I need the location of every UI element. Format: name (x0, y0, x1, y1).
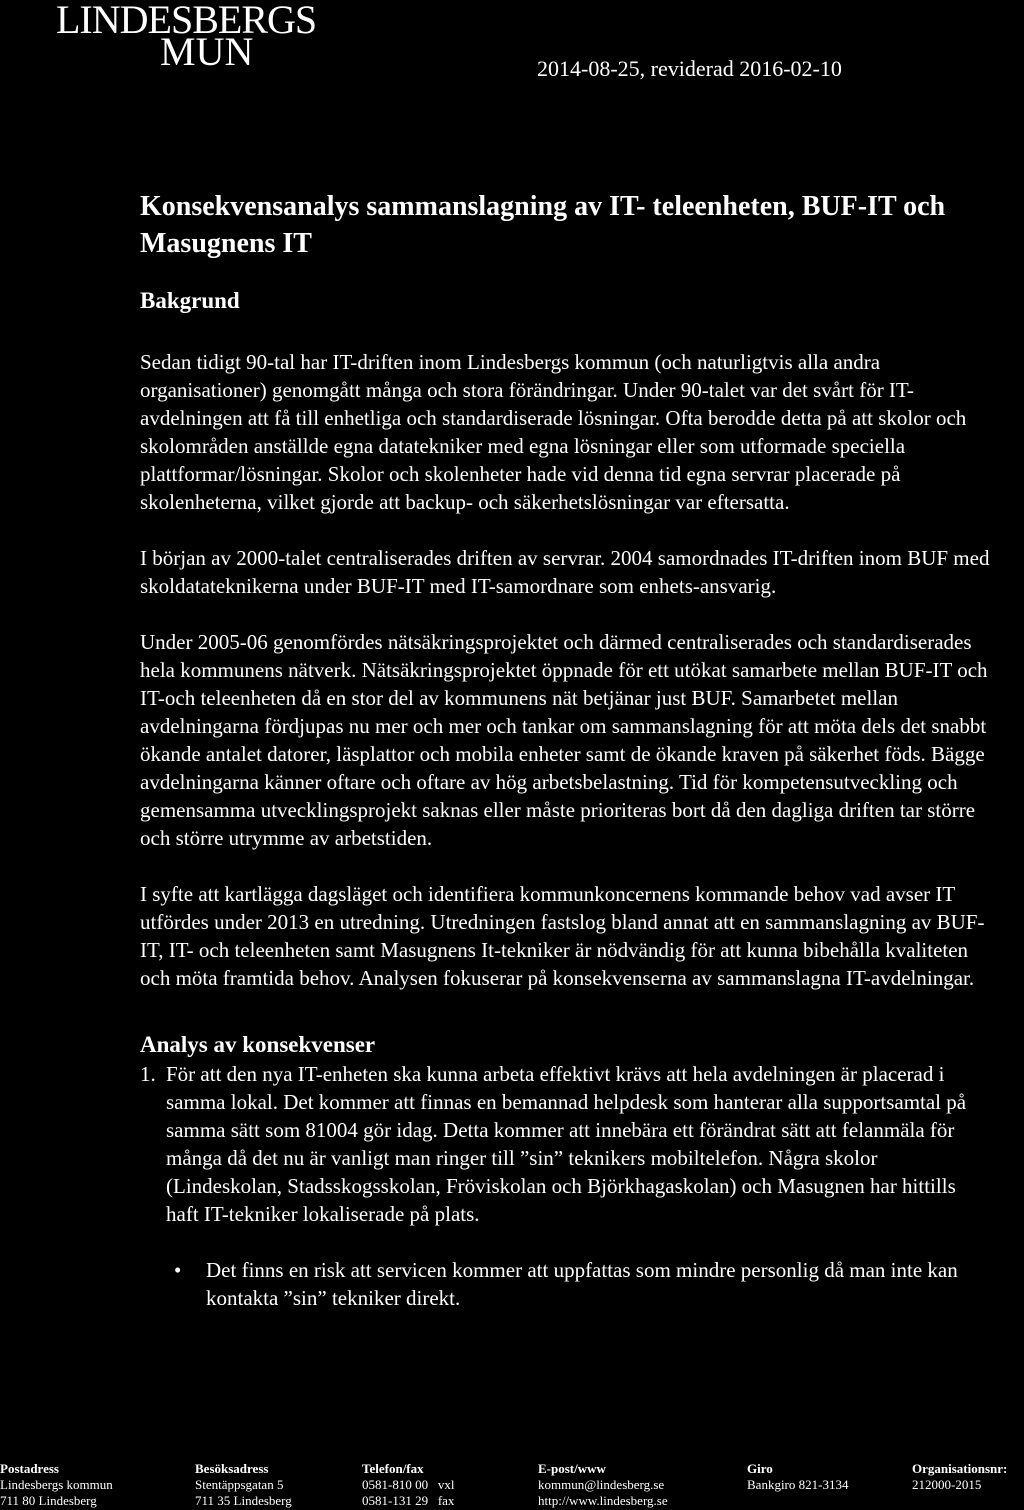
bullet-item (140, 1256, 990, 1312)
document-date: 2014-08-25, reviderad 2016-02-10 (537, 56, 842, 81)
paragraph: I början av 2000-talet centraliserades driften av servrar. 2004 samordnades IT-driften inom BUF med skoldatateknikerna under BUF-IT med IT-samordnare som enhets-ansvarig. (140, 546, 990, 598)
paragraph: Under 2005-06 genomfördes nätsäkringsprojektet och därmed centraliserades och standardiserades hela kommunens nätverk. Nätsäkringsprojektet öppnade för ett utökat samarbete mellan BUF-IT och IT-och teleenheten då en stor del av kommunens nät betjänar just BUF. Samarbetet mellan avdelningarna fördjupas nu mer och mer och tankar om sammanslagning för att möta dels det snabbt ökande antalet datorer, läsplattor och mobila enheter samt de ökande kraven på säkerhet föds. Bägge avdelningarna känner oftare och oftare av hög arbetsbelastning. Tid för kompetensutveckling och gemensamma utvecklingsprojekt saknas eller måste prioriteras bort då den dagliga driften tar större och större utrymme av arbetstiden. (140, 630, 988, 850)
footer-line: 212000-2015 (912, 1477, 982, 1492)
list-item-text: För att den nya IT-enheten ska kunna arbeta effektivt krävs att hela avdelningen är placerad i samma lokal. Det kommer att finnas en bemannad helpdesk som hanterar alla supportsamtal på samma sätt som 81004 gör idag. Detta kommer att innebära ett förändrat sätt att felanmäla för många då det nu är vanligt man ringer till ”sin” teknikers mobiltelefon. Några skolor (Lindeskolan, Stadsskogsskolan, Fröviskolan och Björkhagaskolan) och Masugnen har hittills haft IT-tekniker lokaliserade på plats. (166, 1062, 967, 1226)
footer-line: 711 35 Lindesberg (195, 1493, 292, 1508)
bullet-text: Det finns en risk att servicen kommer att uppfattas som mindre personlig då man inte kan kontakta ”sin” tekniker direkt. (206, 1258, 958, 1310)
footer-epost (538, 1461, 668, 1509)
numbered-list (140, 1060, 990, 1228)
paragraph: Sedan tidigt 90-tal har IT-driften inom Lindesbergs kommun (och naturligtvis alla andra organisationer) genomgått många och stora förändringar. Under 90-talet var det svårt för IT-avdelningen att få till enhetliga och standardiserade lösningar. Ofta berodde detta på att skolor och skolområden anställde egna datatekniker med egna lösningar eller som utformade speciella plattformar/lösningar. Skolor och skolenheter hade vid denna tid egna servrar placerade på skolenheterna, vilket gjorde att backup- och säkerhetslösningar var eftersatta. (140, 350, 967, 514)
logo-line1: LINDESBERGS (56, 0, 317, 42)
footer-heading: Telefon/fax (362, 1461, 424, 1476)
footer-line: Bankgiro 821-3134 (747, 1477, 849, 1492)
footer-heading: Organisationsnr: (912, 1461, 1008, 1476)
page-footer (0, 1461, 1024, 1510)
footer-line: 711 80 Lindesberg (0, 1493, 97, 1508)
footer-besoksadress (195, 1461, 292, 1509)
footer-line: Lindesbergs kommun (0, 1477, 113, 1492)
footer-heading: E-post/www (538, 1461, 606, 1476)
list-item (140, 1060, 990, 1228)
footer-line: 0581-810 00 vxl (362, 1477, 455, 1492)
document-body (140, 188, 990, 1312)
footer-line: 0581-131 29 fax (362, 1493, 455, 1508)
footer-heading: Postadress (0, 1461, 59, 1476)
logo-line2: MUN (160, 29, 254, 74)
municipality-logo (56, 0, 316, 72)
footer-website-link[interactable]: http://www.lindesberg.se (538, 1493, 668, 1508)
document-title: Konsekvensanalys sammanslagning av IT- teleenheten, BUF-IT och Masugnens IT (140, 191, 946, 259)
footer-heading: Besöksadress (195, 1461, 269, 1476)
footer-telefon (362, 1461, 454, 1509)
footer-line: Stentäppsgatan 5 (195, 1477, 284, 1492)
section-heading-analys: Analys av konsekvenser (140, 1032, 376, 1057)
footer-heading: Giro (747, 1461, 773, 1476)
footer-postadress (0, 1461, 113, 1509)
bullet-list (140, 1256, 990, 1312)
section-heading-bakgrund: Bakgrund (140, 288, 240, 313)
list-item-number: 1. (140, 1062, 156, 1086)
paragraph: I syfte att kartlägga dagsläget och identifiera kommunkoncernens kommande behov vad avser IT utfördes under 2013 en utredning. Utredningen fastslog bland annat att en sammanslagning av BUF-IT, IT- och teleenheten samt Masugnens It-tekniker är nödvändig för att kunna bibehålla kvaliteten och möta framtida behov. Analysen fokuserar på konsekvenserna av sammanslagna IT-avdelningar. (140, 882, 985, 990)
footer-giro (747, 1461, 848, 1493)
footer-orgnr (912, 1461, 1007, 1493)
footer-email-link[interactable]: kommun@lindesberg.se (538, 1477, 665, 1492)
bullet-icon: • (174, 1258, 182, 1282)
